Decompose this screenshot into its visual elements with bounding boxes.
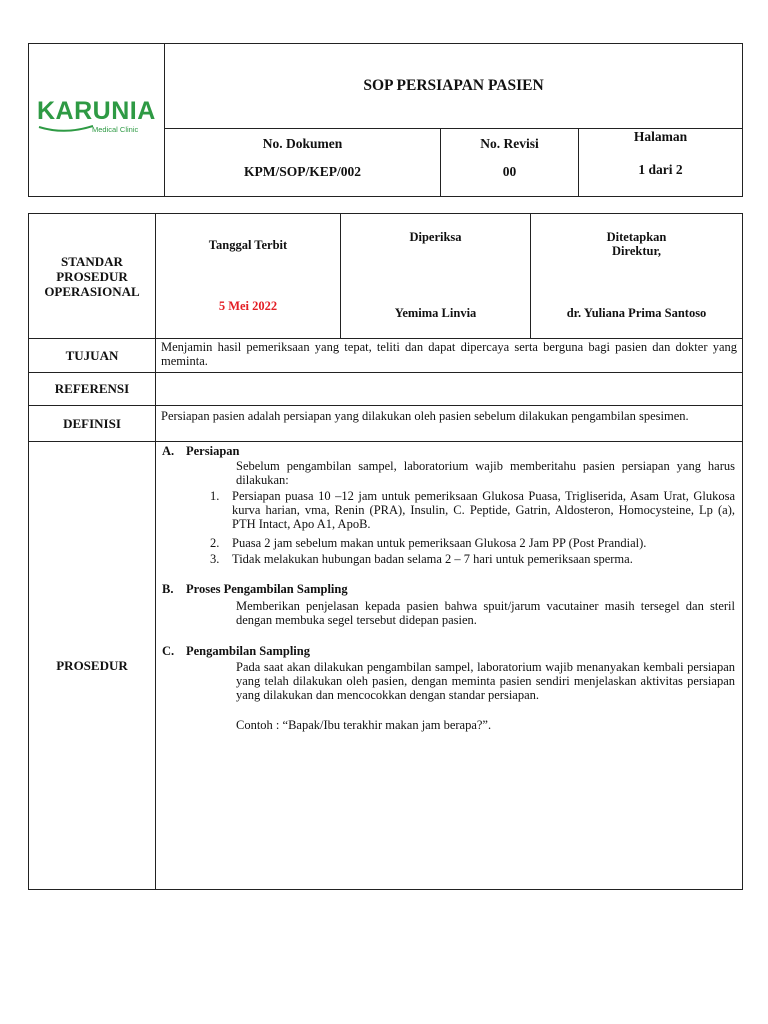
list-item [210, 552, 735, 566]
doc-number-label: No. Dokumen [262, 136, 343, 151]
checked-name: Yemima Linvia [394, 306, 477, 320]
checked-label: Diperiksa [409, 230, 462, 244]
list-item-text: Tidak melakukan hubungan badan selama 2 – 7 hari untuk pemeriksaan sperma. [232, 552, 633, 566]
section-c-title: Pengambilan Sampling [186, 644, 310, 658]
document-title: SOP PERSIAPAN PASIEN [165, 44, 743, 129]
definisi-label: DEFINISI [29, 406, 156, 442]
list-item-number: 3. [210, 552, 220, 566]
list-item-text: Persiapan puasa 10 –12 jam untuk pemeriksaan Glukosa Puasa, Trigliserida, Asam Urat, Glukosa kurva harian, vma, Renin (PRA), Insulin, C. Peptide, Gatrin, Aldosteron, Homocysteine, Lp (a), PTH Intact, Apo A1, ApoB. [232, 489, 735, 531]
date-cell [156, 214, 341, 339]
doc-number-value: KPM/SOP/KEP/002 [244, 164, 361, 179]
list-item-number: 1. [210, 489, 220, 503]
section-b-heading [162, 582, 348, 596]
prosedur-label: PROSEDUR [29, 442, 156, 890]
section-c-example: Contoh : “Bapak/Ibu terakhir makan jam berapa?”. [236, 718, 492, 732]
logo-name: KARUNIA [37, 97, 156, 125]
section-b-text: Memberikan penjelasan kepada pasien bahwa spuit/jarum vacutainer masih tersegel dan steril dengan membuka segel tersebut didepan pasien. [236, 599, 735, 627]
section-a-title: Persiapan [186, 444, 240, 458]
karunia-logo [37, 97, 156, 134]
set-cell [531, 214, 743, 339]
section-b-title: Proses Pengambilan Sampling [186, 582, 348, 596]
section-c-heading [162, 644, 310, 658]
list-item [210, 536, 735, 550]
revision-cell [441, 129, 579, 197]
list-item [210, 489, 735, 531]
section-a-letter: A. [162, 444, 175, 458]
list-item-text: Puasa 2 jam sebelum makan untuk pemeriksaan Glukosa 2 Jam PP (Post Prandial). [232, 536, 647, 550]
tujuan-label: TUJUAN [29, 339, 156, 373]
tujuan-text: Menjamin hasil pemeriksaan yang tepat, teliti dan dapat dipercaya serta berguna bagi pasien dan dokter yang meminta. [156, 339, 743, 373]
sop-label: STANDAR PROSEDUR OPERASIONAL [29, 214, 156, 339]
revision-label: No. Revisi [480, 136, 539, 151]
list-item-number: 2. [210, 536, 220, 550]
referensi-label: REFERENSI [29, 373, 156, 406]
section-a-heading [162, 444, 239, 458]
page-cell [579, 129, 743, 197]
section-c-letter: C. [162, 644, 175, 658]
section-b-letter: B. [162, 582, 174, 596]
set-name: dr. Yuliana Prima Santoso [566, 306, 707, 320]
set-role: Direktur, [612, 244, 661, 258]
date-label: Tanggal Terbit [208, 238, 288, 252]
doc-number-cell [165, 129, 441, 197]
document-header [28, 43, 743, 197]
page-value: 1 dari 2 [638, 162, 683, 177]
section-a-intro: Sebelum pengambilan sampel, laboratorium wajib memberitahu pasien persiapan yang harus dilakukan: [236, 459, 735, 487]
set-label: Ditetapkan [606, 230, 667, 244]
prosedur-content [156, 442, 743, 890]
logo-cell [29, 44, 165, 197]
revision-value: 00 [502, 164, 517, 179]
page-label: Halaman [633, 129, 688, 144]
date-value: 5 Mei 2022 [218, 299, 278, 313]
definisi-text: Persiapan pasien adalah persiapan yang dilakukan oleh pasien sebelum dilakukan pengambilan spesimen. [156, 406, 743, 442]
section-c-text: Pada saat akan dilakukan pengambilan sampel, laboratorium wajib menanyakan kembali persiapan yang telah dilakukan oleh pasien, dengan meminta pasien sendiri menjelaskan aktivitas persiapan yang dilakukan dan mencocokkan dengan standar persiapan. [236, 660, 735, 702]
referensi-text [156, 373, 743, 406]
checked-cell [341, 214, 531, 339]
logo-subtitle: Medical Clinic [92, 125, 139, 134]
logo-swoosh-icon [37, 123, 97, 135]
sop-body [28, 213, 743, 890]
